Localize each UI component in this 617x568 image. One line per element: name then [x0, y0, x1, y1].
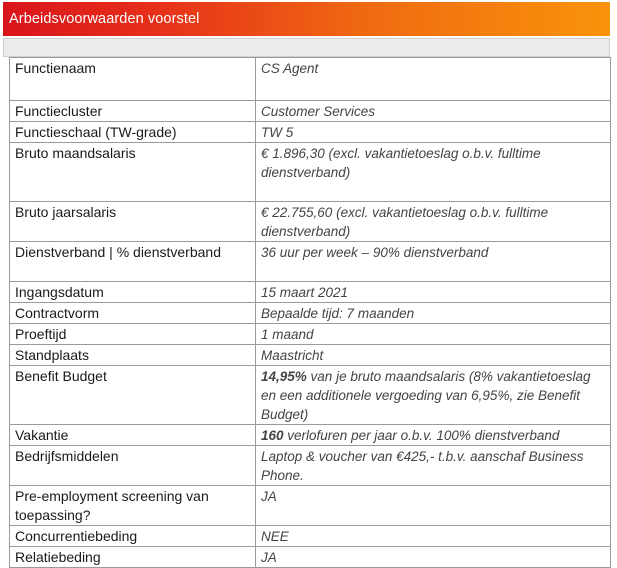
row-value: Bepaalde tijd: 7 maanden [256, 303, 611, 324]
table-row [10, 143, 611, 202]
table-row [10, 345, 611, 366]
row-label: Concurrentiebeding [10, 526, 256, 547]
row-label: Dienstverband | % dienstverband [10, 242, 256, 282]
row-value: CS Agent [256, 58, 611, 101]
table-row [10, 547, 611, 568]
row-label: Standplaats [10, 345, 256, 366]
table-row [10, 425, 611, 446]
table-row [10, 101, 611, 122]
row-value: TW 5 [256, 122, 611, 143]
row-label: Pre-employment screening van toepassing? [10, 486, 256, 526]
row-label: Functienaam [10, 58, 256, 101]
table-row [10, 122, 611, 143]
row-value: Laptop & voucher van €425,- t.b.v. aanschaf Business Phone. [256, 446, 611, 486]
row-label: Proeftijd [10, 324, 256, 345]
row-value: Maastricht [256, 345, 611, 366]
table-row [10, 366, 611, 425]
row-label: Bedrijfsmiddelen [10, 446, 256, 486]
leave-hours: 160 [261, 428, 284, 443]
row-value: NEE [256, 526, 611, 547]
table-row [10, 242, 611, 282]
section-header-banner [3, 2, 610, 36]
row-label: Relatiebeding [10, 547, 256, 568]
leave-description: verlofuren per jaar o.b.v. 100% dienstverband [283, 428, 560, 443]
row-value: € 22.755,60 (excl. vakantietoeslag o.b.v. fulltime dienstverband) [256, 202, 611, 242]
row-value: 1 maand [256, 324, 611, 345]
row-value [256, 425, 611, 446]
table-row [10, 526, 611, 547]
row-value: JA [256, 486, 611, 526]
row-label: Benefit Budget [10, 366, 256, 425]
row-label: Vakantie [10, 425, 256, 446]
row-label: Bruto jaarsalaris [10, 202, 256, 242]
row-value: JA [256, 547, 611, 568]
table-row [10, 58, 611, 101]
row-label: Functieschaal (TW-grade) [10, 122, 256, 143]
benefit-description: van je bruto maandsalaris (8% vakantietoeslag en een additionele vergoeding van 6,95%, zie Benefit Budget) [261, 369, 591, 422]
row-label: Bruto maandsalaris [10, 143, 256, 202]
row-value [256, 366, 611, 425]
row-value: € 1.896,30 (excl. vakantietoeslag o.b.v. fulltime dienstverband) [256, 143, 611, 202]
row-value: 36 uur per week – 90% dienstverband [256, 242, 611, 282]
terms-table [9, 57, 611, 568]
benefit-percentage: 14,95% [261, 369, 307, 384]
table-row [10, 303, 611, 324]
table-row [10, 282, 611, 303]
section-title: Arbeidsvoorwaarden voorstel [9, 11, 200, 27]
row-label: Ingangsdatum [10, 282, 256, 303]
row-value: Customer Services [256, 101, 611, 122]
table-row [10, 446, 611, 486]
table-row [10, 486, 611, 526]
table-row [10, 324, 611, 345]
row-value: 15 maart 2021 [256, 282, 611, 303]
row-label: Contractvorm [10, 303, 256, 324]
row-label: Functiecluster [10, 101, 256, 122]
table-row [10, 202, 611, 242]
table-header-bar [3, 38, 610, 57]
